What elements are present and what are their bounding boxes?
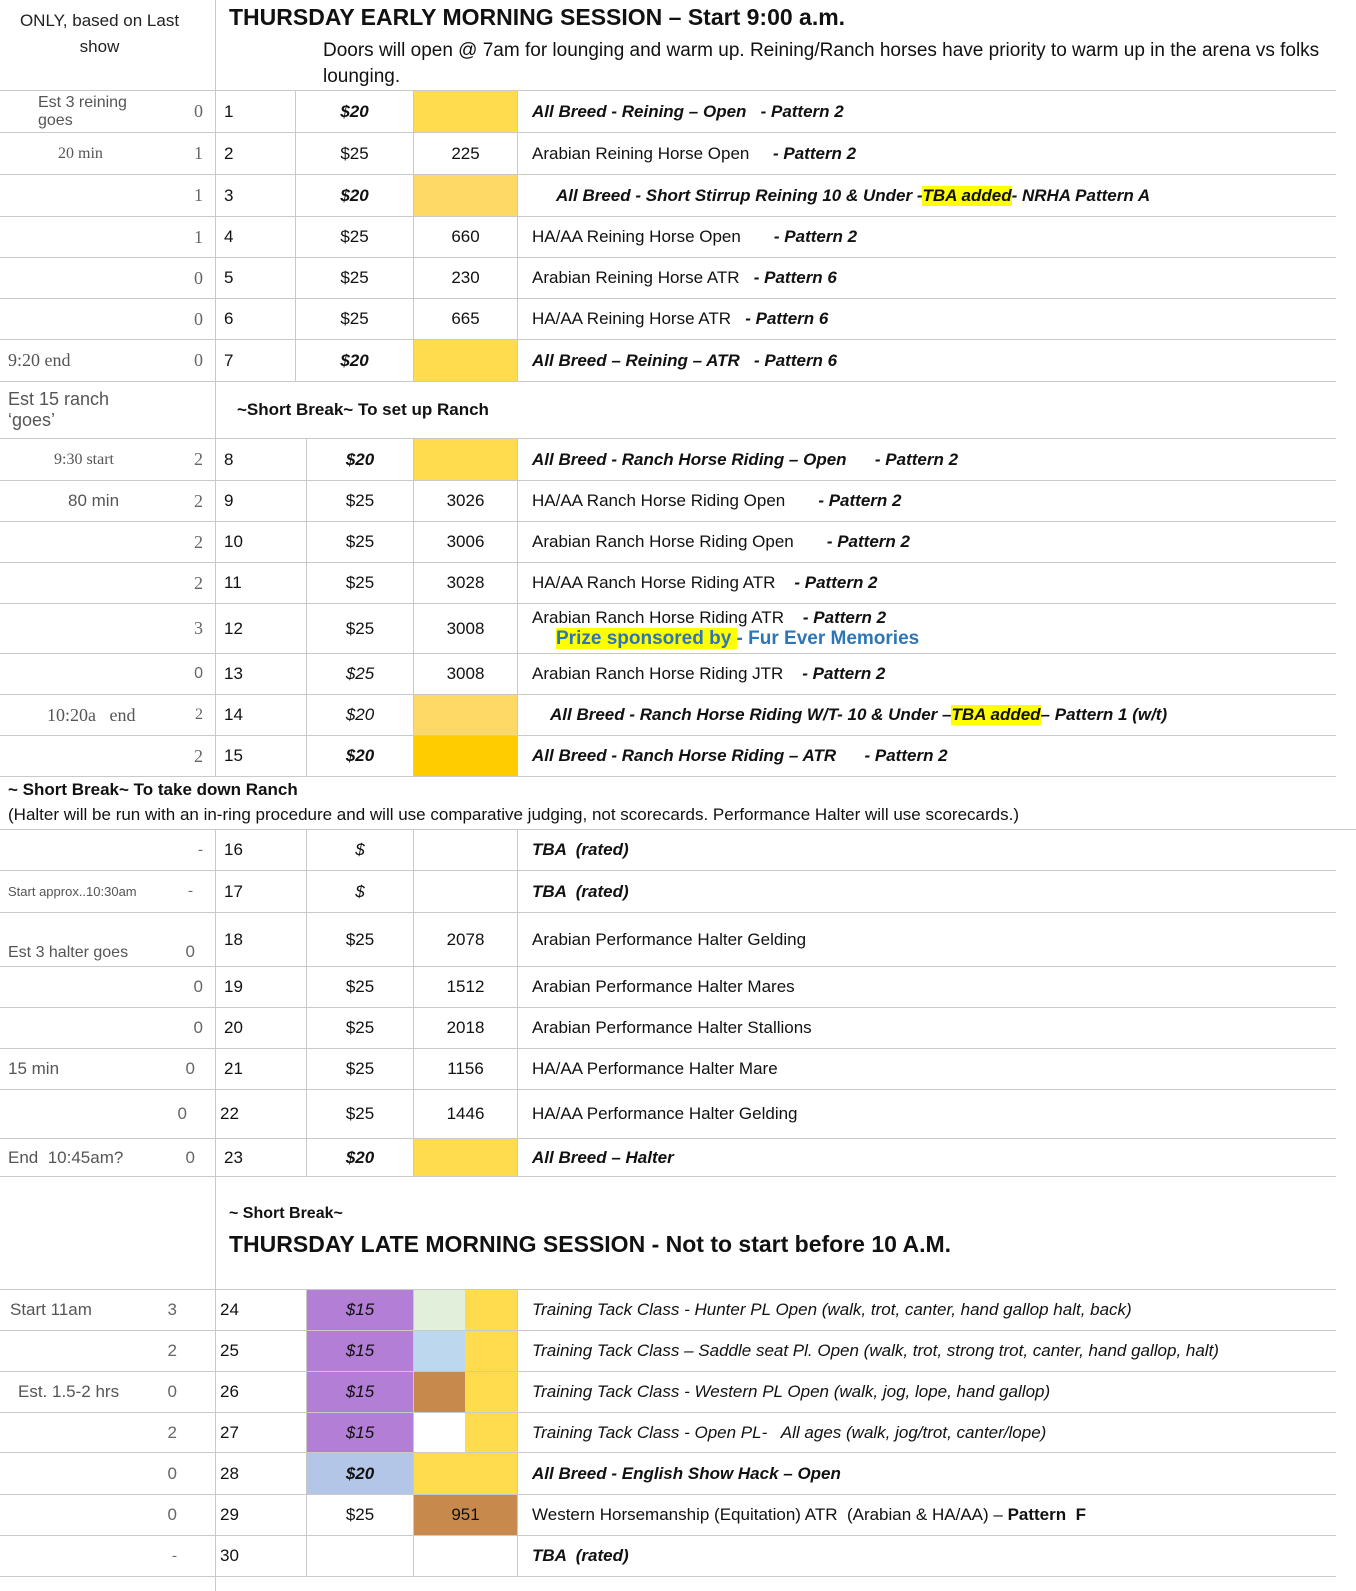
color-swatch-white [413,1413,465,1452]
class-description: TBA (rated) [517,871,1336,912]
class-number: 16 [215,830,306,870]
time-note: Start approx..10:30am [8,884,137,899]
table-row [0,830,1336,871]
class-number: 20 [215,1008,306,1048]
time-note: Est 3 reining goes [38,93,127,129]
entry-fee: $25 [306,1090,413,1138]
pattern-label: - Pattern 2 [802,607,887,627]
class-name: All Breed - Short Stirrup Reining 10 & Under - [556,185,923,205]
class-description [517,654,1336,694]
late-short-break: ~ Short Break~ [229,1205,343,1222]
entry-fee: $20 [306,1453,413,1494]
table-row [0,1536,1336,1577]
class-code [413,695,517,735]
class-code: 2078 [413,913,517,966]
entry-fee: $25 [295,299,413,339]
class-number: 25 [220,1341,239,1360]
entry-count: 0 [194,101,203,121]
color-swatch-yellow [465,1290,517,1330]
pattern-label: - Pattern 6 [753,350,838,370]
class-code [413,340,517,381]
ranch-break-row [0,382,1336,439]
class-code: 1512 [413,967,517,1007]
class-code [413,1139,517,1176]
entry-count: 0 [185,1059,195,1078]
class-description [517,563,1336,603]
entry-count: 0 [167,1463,177,1483]
table-row [0,1495,1336,1536]
entry-fee: $20 [295,91,413,132]
entry-count: 0 [177,1104,187,1123]
entry-count: 2 [194,449,203,469]
table-row [0,299,1336,340]
entry-count: - [198,841,203,858]
class-description [517,299,1336,339]
class-number: 30 [220,1546,239,1565]
class-description [517,522,1336,562]
entry-fee [306,1536,413,1576]
class-code [413,1536,517,1576]
pattern-label: – Pattern 1 (w/t) [1040,705,1168,724]
table-row [0,1372,1336,1413]
color-swatch-brown [413,1372,465,1412]
entry-count: 0 [167,1382,177,1401]
class-description [517,481,1336,521]
pattern-label: - Pattern 2 [760,101,844,121]
class-code: 660 [413,217,517,257]
class-name: HA/AA Reining Horse ATR [532,309,732,328]
table-row [0,1008,1336,1049]
entry-count: 0 [193,1018,203,1037]
color-swatch-green [413,1290,465,1330]
pattern-label: - Pattern 2 [773,227,858,246]
tba-added-highlight: TBA added [951,705,1041,724]
class-description [517,439,1336,480]
entry-count: 1 [194,226,203,247]
entry-count: 2 [194,531,203,552]
class-number: 15 [215,736,306,776]
time-note: Start 11am [10,1300,92,1319]
table-row [0,1331,1336,1372]
class-code: 3026 [413,481,517,521]
class-description [517,604,1336,653]
class-code: 665 [413,299,517,339]
entry-fee: $20 [295,175,413,216]
pattern-label: - Pattern 2 [818,491,902,510]
entry-fee: $15 [306,1372,413,1412]
class-code: 3008 [413,604,517,653]
table-row [0,340,1336,382]
class-description: Training Tack Class - Western PL Open (walk, jog, lope, hand gallop) [517,1372,1336,1412]
entry-fee: $20 [295,340,413,381]
doors-note: Doors will open @ 7am for lounging and warm up. Reining/Ranch horses have priority to warm up in the arena vs folks lounging. [323,40,1320,87]
entry-fee: $20 [306,1139,413,1176]
class-description: All Breed – Halter [517,1139,1336,1176]
time-note: 20 min [58,144,103,162]
class-number: 23 [215,1139,306,1176]
class-description: Training Tack Class - Hunter PL Open (walk, trot, canter, hand gallop halt, back) [517,1290,1336,1330]
class-number: 1 [215,91,295,132]
class-description: Arabian Performance Halter Gelding [517,913,1336,966]
short-break-label: ~Short Break~ To set up Ranch [237,400,489,419]
entry-count: 3 [194,618,203,638]
table-row [0,695,1336,736]
entry-count: - [188,883,193,899]
class-number: 29 [220,1505,239,1524]
class-code [413,871,517,912]
class-code: 225 [413,133,517,174]
pattern-label: - Pattern 2 [874,449,959,469]
tba-added-highlight: TBA added [922,185,1012,205]
entry-count: 0 [185,942,195,961]
class-description: All Breed - English Show Hack – Open [517,1453,1336,1494]
class-description [517,695,1336,735]
class-name: All Breed - Ranch Horse Riding W/T- 10 & Under – [550,705,952,724]
color-swatch-yellow [465,1331,517,1371]
time-note: 10:20a end [47,704,136,725]
class-code [413,175,517,216]
session-header [0,0,1336,91]
halter-procedure-note: (Halter will be run with an in-ring procedure and will use comparative judging, not scorecards. Performance Halter will use scorecards.) [8,805,1019,824]
entry-count: 0 [194,665,203,682]
time-note: 9:30 start [54,450,114,468]
class-description: Arabian Performance Halter Mares [517,967,1336,1007]
entry-fee: $25 [306,1049,413,1089]
class-number: 27 [220,1422,239,1442]
entry-fee: $15 [306,1413,413,1452]
class-name: Arabian Ranch Horse Riding Open [532,532,794,551]
table-row [0,1049,1336,1090]
class-number: 8 [215,439,306,480]
class-number: 2 [215,133,295,174]
table-row [0,1290,1336,1331]
table-row [0,217,1336,258]
class-description [517,736,1336,776]
entry-count: 0 [194,350,203,370]
class-code [413,439,517,480]
class-code: 3028 [413,563,517,603]
class-name: HA/AA Reining Horse Open [532,227,741,246]
table-row [0,481,1336,522]
halter-break-label: ~ Short Break~ To take down Ranch [8,780,298,799]
pattern-label: - NRHA Pattern A [1011,185,1151,205]
entry-count: - [172,1547,177,1564]
class-name: All Breed – Reining – ATR [532,350,740,370]
class-number: 22 [220,1104,239,1123]
entry-count: 3 [167,1300,177,1319]
pattern-label: - Pattern 2 [826,532,910,551]
class-name: All Breed - Ranch Horse Riding – ATR [532,746,837,765]
table-row [0,967,1336,1008]
class-description [517,258,1336,298]
class-description [517,91,1336,132]
entry-fee: $25 [306,604,413,653]
entry-fee: $20 [306,736,413,776]
entry-count: 0 [167,1505,177,1524]
table-row [0,175,1336,217]
class-description [517,217,1336,257]
entry-fee: $25 [306,563,413,603]
class-code: 230 [413,258,517,298]
sponsor-line [532,628,919,650]
class-description: Training Tack Class - Open PL- All ages (walk, jog/trot, canter/lope) [517,1413,1336,1452]
color-swatch-yellow [465,1372,517,1412]
table-row [0,604,1336,654]
table-row [0,1413,1336,1453]
entry-fee: $25 [306,654,413,694]
table-row [0,871,1336,913]
class-name: HA/AA Ranch Horse Riding ATR [532,573,776,592]
ranch-goes-note: Est 15 ranch ‘goes’ [8,389,110,430]
entry-count: 2 [194,572,203,593]
entry-count: 1 [194,143,203,163]
entry-fee: $25 [306,967,413,1007]
class-name: Western Horsemanship (Equitation) ATR (Arabian & HA/AA) – [532,1505,1008,1524]
entry-fee: $25 [306,913,413,966]
pattern-label: Pattern F [1007,1505,1086,1524]
class-number: 26 [220,1382,239,1401]
table-row [0,913,1336,967]
class-name: Arabian Ranch Horse Riding JTR [532,664,784,683]
entry-fee: $25 [306,1495,413,1535]
entry-fee: $ [306,830,413,870]
entry-fee: $25 [306,481,413,521]
entry-count: 2 [195,706,203,723]
session-title: THURSDAY EARLY MORNING SESSION – Start 9:00 a.m. [229,4,846,30]
class-number: 3 [215,175,295,216]
class-description [517,175,1336,216]
class-code: 3006 [413,522,517,562]
pattern-label: - Pattern 2 [864,746,948,765]
table-row [0,91,1336,133]
class-number: 13 [215,654,306,694]
pattern-label: - Pattern 2 [802,664,886,683]
class-number: 6 [215,299,295,339]
class-number: 17 [215,871,306,912]
class-name: Arabian Reining Horse Open [532,143,750,163]
table-row [0,736,1336,777]
entry-fee: $25 [306,1008,413,1048]
entry-fee: $ [306,871,413,912]
class-code: 3008 [413,654,517,694]
sponsor-highlight: Prize sponsored by [556,627,737,649]
table-row [0,1090,1336,1139]
table-row [0,133,1336,175]
class-code [413,1453,517,1494]
class-description [517,1495,1336,1535]
class-code [413,736,517,776]
class-number: 14 [215,695,306,735]
pattern-label: - Pattern 6 [745,309,829,328]
entry-count: 2 [167,1422,177,1442]
class-code: 1156 [413,1049,517,1089]
late-session-title: THURSDAY LATE MORNING SESSION - Not to start before 10 A.M. [229,1231,952,1257]
class-name: HA/AA Ranch Horse Riding Open [532,491,786,510]
entry-count: 0 [193,977,203,996]
class-number: 19 [215,967,306,1007]
class-number: 4 [215,217,295,257]
class-number: 10 [215,522,306,562]
class-number: 18 [215,913,306,966]
sponsor-name: - Fur Ever Memories [736,627,920,649]
class-description: TBA (rated) [517,830,1336,870]
class-code: 2018 [413,1008,517,1048]
entry-fee: $25 [295,217,413,257]
class-number: 24 [220,1300,239,1319]
class-number: 9 [215,481,306,521]
time-note: Est 3 halter goes [8,944,129,961]
class-code: 1446 [413,1090,517,1138]
entry-fee: $25 [306,522,413,562]
table-row [0,563,1336,604]
entry-count: 0 [194,267,203,288]
class-number: 11 [215,563,306,603]
late-session-header [0,1177,1336,1290]
class-code: 951 [413,1495,517,1535]
entry-fee: $15 [306,1331,413,1371]
table-row [0,654,1336,695]
time-note: Est. 1.5-2 hrs [18,1382,120,1401]
table-row [0,258,1336,299]
class-description: TBA (rated) [517,1536,1336,1576]
class-name-line [532,608,886,628]
class-description: HA/AA Performance Halter Gelding [517,1090,1336,1138]
table-row [0,1139,1336,1177]
class-description: Training Tack Class – Saddle seat Pl. Open (walk, trot, strong trot, canter, hand gallop, halt) [517,1331,1336,1371]
time-note: 15 min [8,1059,60,1078]
entry-fee: $20 [306,439,413,480]
class-name: Arabian Reining Horse ATR [532,268,740,287]
pattern-label: - Pattern 6 [753,268,837,287]
class-description [517,133,1336,174]
table-row [0,439,1336,481]
class-description: Arabian Performance Halter Stallions [517,1008,1336,1048]
entry-count: 0 [194,308,203,329]
class-name: All Breed - Reining – Open [532,101,747,121]
time-note: 9:20 end [8,350,71,370]
entry-fee: $25 [295,133,413,174]
pattern-label: - Pattern 2 [772,143,857,163]
class-name: Arabian Ranch Horse Riding ATR [532,607,784,627]
table-row [0,522,1336,563]
color-swatch-blue [413,1331,465,1371]
pattern-label: - Pattern 2 [794,573,878,592]
class-number: 12 [215,604,306,653]
header-note: ONLY, based on Last show [19,11,180,56]
halter-break-block [0,777,1356,830]
time-note: End 10:45am? [8,1147,124,1167]
class-name: All Breed - Ranch Horse Riding – Open [532,449,847,469]
entry-count: 2 [194,745,203,766]
class-number: 5 [215,258,295,298]
class-number: 28 [220,1463,239,1483]
entry-count: 1 [194,185,203,205]
class-code [413,830,517,870]
entry-count: 2 [194,490,203,511]
entry-fee: $25 [295,258,413,298]
table-row [0,1453,1336,1495]
class-description: HA/AA Performance Halter Mare [517,1049,1336,1089]
class-description [517,340,1336,381]
class-number: 21 [215,1049,306,1089]
entry-count: 2 [167,1341,177,1360]
class-code [413,91,517,132]
class-number: 7 [215,340,295,381]
entry-count: 0 [185,1147,195,1167]
entry-fee: $20 [306,695,413,735]
color-swatch-yellow [465,1413,517,1452]
time-note: 80 min [68,491,120,510]
entry-fee: $15 [306,1290,413,1330]
